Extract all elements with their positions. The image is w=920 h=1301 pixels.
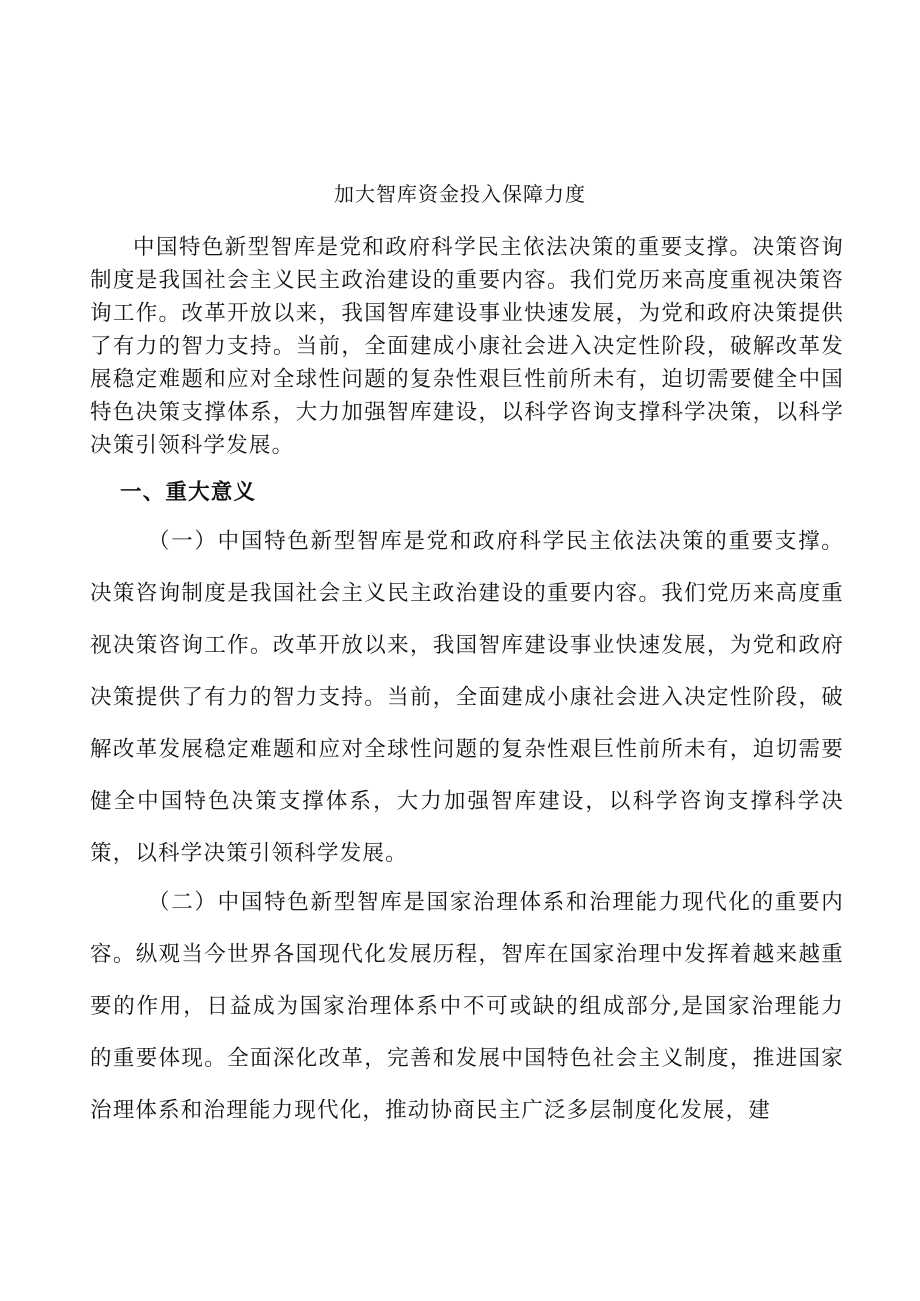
intro-paragraph: 中国特色新型智库是党和政府科学民主依法决策的重要支撑。决策咨询制度是我国社会主义民主政治建设的重要内容。我们党历来高度重视决策咨询工作。改革开放以来，我国智库建设事业快速发展，为党和政府决策提供了有力的智力支持。当前，全面建成小康社会进入决定性阶段，破解改革发展稳定难题和应对全球性问题的复杂性艰巨性前所未有，迫切需要健全中国特色决策支撑体系，大力加强智库建设，以科学咨询支撑科学决策，以科学决策引领科学发展。 (90, 235, 844, 458)
body-paragraph-1: （一）中国特色新型智库是党和政府科学民主依法决策的重要支撑。决策咨询制度是我国社会主义民主政治建设的重要内容。我们党历来高度重视决策咨询工作。改革开放以来，我国智库建设事业快速发展，为党和政府决策提供了有力的智力支持。当前，全面建成小康社会进入决定性阶段，破解改革发展稳定难题和应对全球性问题的复杂性艰巨性前所未有，迫切需要健全中国特色决策支撑体系，大力加强智库建设，以科学咨询支撑科学决策，以科学决策引领科学发展。 (90, 529, 844, 866)
section-heading: 一、重大意义 (120, 480, 257, 505)
body-paragraph-2: （二）中国特色新型智库是国家治理体系和治理能力现代化的重要内容。纵观当今世界各国现代化发展历程，智库在国家治理中发挥着越来越重要的作用，日益成为国家治理体系中不可或缺的组成部分,是国家治理能力的重要体现。全面深化改革，完善和发展中国特色社会主义制度，推进国家治理体系和治理能力现代化，推动协商民主广泛多层制度化发展，建 (90, 890, 844, 1123)
document-title: 加大智库资金投入保障力度 (334, 182, 586, 206)
